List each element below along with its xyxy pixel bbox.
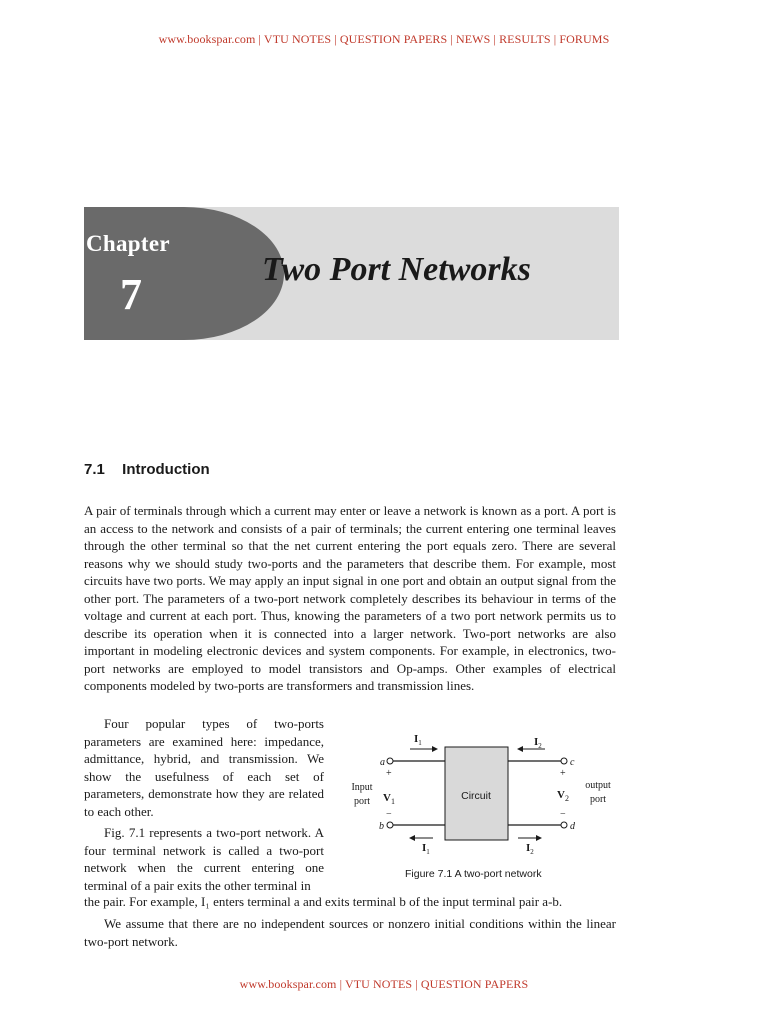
circuit-label: Circuit — [461, 790, 491, 802]
paragraph-figure-ref: Fig. 7.1 represents a two-port network. A four terminal network is called a two-port network when the current entering one terminal of a pair exits the other terminal in — [84, 825, 324, 893]
paragraph-assumption: We assume that there are no independent sources or nonzero initial conditions within the linear two-port network. — [84, 916, 616, 949]
output-port-label-1: output — [585, 780, 611, 791]
v2-plus: + — [560, 768, 566, 779]
chapter-tab — [84, 207, 284, 340]
terminal-a-label: a — [380, 757, 385, 768]
arrow-i1-top — [410, 746, 438, 752]
terminal-b-node — [387, 822, 393, 828]
chapter-number: 7 — [120, 270, 142, 319]
v1-label: $V_1$ — [383, 792, 395, 806]
i1-bottom-label: $I_1$ — [422, 842, 430, 856]
paragraph-parameter-types: Four popular types of two-ports parameters are examined here: impedance, admittance, hybrid, and transmission. We show the usefulness of each set of parameters, demonstrate how they are related to each other. — [84, 716, 324, 819]
v1-plus: + — [386, 768, 392, 779]
two-port-figure — [340, 725, 620, 860]
i1-top-label: $I_1$ — [414, 733, 422, 747]
v2-minus: − — [560, 809, 566, 820]
section-title: Introduction — [122, 461, 210, 478]
chapter-title: Two Port Networks — [262, 251, 531, 288]
section-number: 7.1 — [84, 461, 105, 478]
input-port-label-1: Input — [351, 782, 373, 793]
terminal-c-node — [561, 758, 567, 764]
chapter-label: Chapter — [86, 231, 170, 256]
v1-minus: − — [386, 809, 392, 820]
i2-bottom-label: $I_2$ — [526, 842, 534, 856]
input-port-label-2: port — [353, 796, 371, 807]
terminal-c-label: c — [570, 757, 575, 768]
terminal-a-node — [387, 758, 393, 764]
i2-top-label: $I_2$ — [534, 736, 542, 750]
figure-caption: Figure 7.1 A two-port network — [405, 868, 542, 880]
terminal-d-label: d — [570, 821, 575, 832]
two-port-diagram — [340, 725, 620, 860]
output-port-label-2: port — [589, 794, 607, 805]
paragraph-intro: A pair of terminals through which a current may enter or leave a network is known as a port. A port is an access to the network and consists of a pair of terminals; the current entering one terminal leaves through the other terminal so that the net current entering the port equals zero. There are several reasons why we should study two-ports and the parameters that describe them. For example, most circuits have two ports. We may apply an input signal in one port and obtain an output signal from the other port. The parameters of a two-port network completely describes its behaviour in terms of the voltage and current at each port. Thus, knowing the parameters of a two port network permits us to describe its operation when it is connected into a larger network. Two-port networks are also important in modeling electronic devices and system components. For example, in electronics, two-port networks are employed to model transistors and Op-amps. Other examples of electrical components modeled by two-ports are transformers and transmission lines. — [84, 503, 616, 693]
v2-label: $V_2$ — [557, 789, 569, 803]
footer-links[interactable]: www.bookspar.com | VTU NOTES | QUESTION PAPERS — [239, 977, 529, 991]
arrow-i1-bottom — [409, 835, 433, 841]
paragraph-figure-ref-cont: the pair. For example, I₁ enters terminal a and exits terminal b of the input terminal pair a-b. — [84, 894, 563, 909]
arrow-i2-bottom — [518, 835, 542, 841]
section-heading — [84, 461, 210, 478]
chapter-banner — [84, 207, 619, 340]
terminal-d-node — [561, 822, 567, 828]
terminal-b-label: b — [379, 821, 384, 832]
header-links[interactable]: www.bookspar.com | VTU NOTES | QUESTION PAPERS | NEWS | RESULTS | FORUMS — [158, 32, 610, 46]
